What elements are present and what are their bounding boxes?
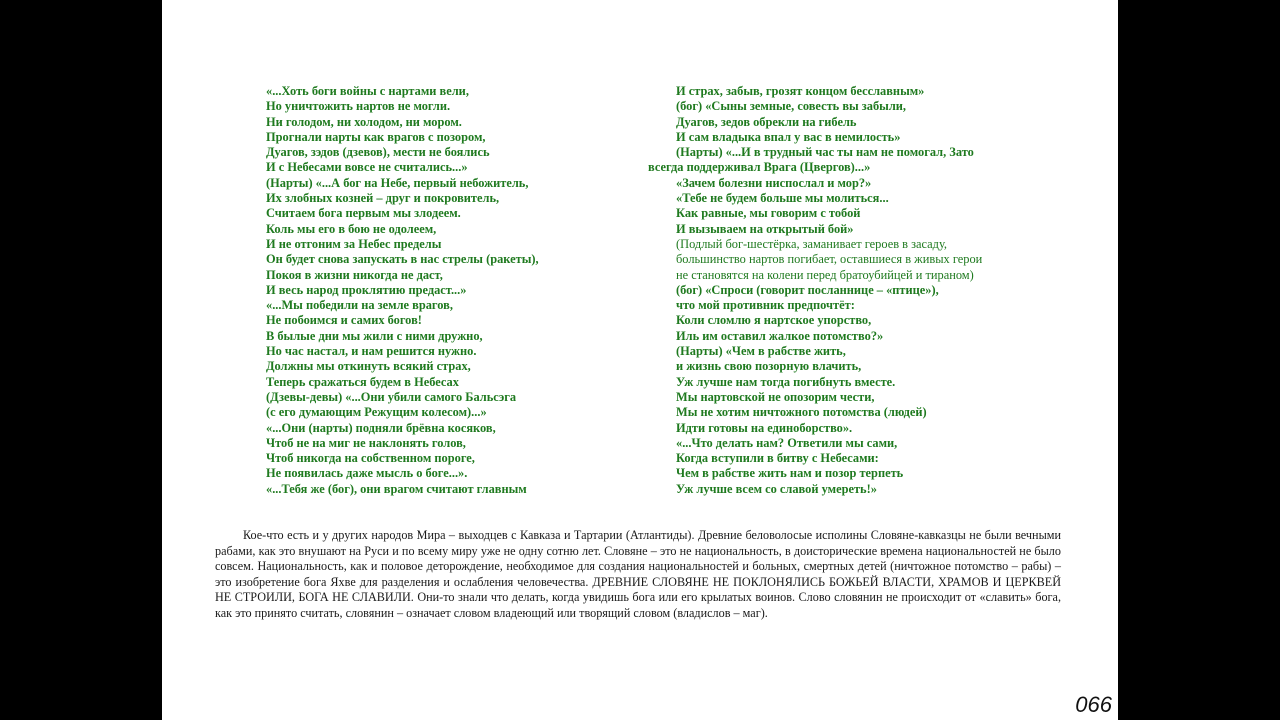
poem-line: что мой противник предпочтёт: (676, 298, 855, 313)
poem-line: (бог) «Сыны земные, совесть вы забыли, (676, 99, 907, 114)
poem-line: (с его думающим Режущим колесом)...» (266, 405, 487, 420)
poem-line: «...Они (нарты) подняли брёвна косяков, (266, 420, 496, 435)
poem-line: Не появилась даже мысль о боге...». (266, 466, 468, 481)
poem-line: И не отгоним за Небес пределы (266, 236, 442, 251)
poem-line: Покоя в жизни никогда не даст, (266, 267, 443, 282)
poem-line: Прогнали нарты как врагов с позором, (266, 129, 486, 144)
poem-line: (Дзевы-девы) «...Они убили самого Бальсэга (266, 389, 517, 404)
poem-line: Чтоб никогда на собственном пороге, (266, 451, 475, 466)
poem-line: И с Небесами вовсе не считались...» (266, 160, 468, 175)
poem-line: Когда вступили в битву с Небесами: (676, 451, 879, 466)
document-page (162, 0, 1118, 720)
poem-line: Уж лучше нам тогда погибнуть вместе. (676, 374, 896, 389)
poem-line: (Нарты) «...И в трудный час ты нам не помогал, Зато (676, 145, 974, 160)
poem-line: И вызываем на открытый бой» (676, 221, 854, 236)
poem-line: И сам владыка впал у вас в немилость» (676, 129, 901, 144)
poem-line: И весь народ проклятию предаст...» (266, 282, 467, 297)
poem-line: «...Мы победили на земле врагов, (266, 298, 453, 313)
poem-line: и жизнь свою позорную влачить, (676, 359, 862, 374)
poem-line: (Подлый бог-шестёрка, заманивает героев в засаду, (676, 236, 948, 251)
poem-line: Не побоимся и самих богов! (266, 313, 422, 328)
poem-line: большинство нартов погибает, оставшиеся в живых герои (676, 252, 983, 267)
poem-line: И страх, забыв, грозят концом бесславным» (676, 84, 925, 98)
poem-line: Но уничтожить нартов не могли. (266, 99, 451, 114)
poem-line: Уж лучше всем со славой умереть!» (676, 481, 877, 496)
poem-column-right (648, 84, 983, 497)
poem-line: Коли сломлю я нартское упорство, (676, 313, 872, 328)
poem-line: Но час настал, и нам решится нужно. (266, 344, 477, 359)
poem-line: Иль им оставил жалкое потомство?» (676, 328, 884, 343)
poem-line: Дуагов, зедов обрекли на гибель (676, 114, 857, 129)
poem-line: (бог) «Спроси (говорит посланнице – «птице»), (676, 282, 939, 297)
poem-line: В былые дни мы жили с ними дружно, (266, 328, 483, 343)
prose-paragraph: Кое-что есть и у других народов Мира – выходцев с Кавказа и Тартарии (Атлантиды). Древние беловолосые исполины Словяне-кавказцы не были вечными рабами, как это внушают на Руси и по всему миру уже не одну сотню лет. Словяне – это не национальность, в доисторические времена национальностей не было совсем. Национальность, как и половое деторождение, необходимое для создания национальностей и больных, смертных детей (ничтожное потомство – рабы) – это изобретение бога Яхве для разделения и ослабления человечества. ДРЕВНИЕ СЛОВЯНЕ НЕ ПОКЛОНЯЛИСЬ БОЖЬЕЙ ВЛАСТИ, ХРАМОВ И ЦЕРКВЕЙ НЕ СТРОИЛИ, БОГА НЕ СЛАВИЛИ. Они-то знали что делать, когда увидишь бога или его крылатых воинов. Слово словянин не происходит от «славить» бога, как это принято считать, словянин – означает словом владеющий или творящий словом (владислов – маг). (215, 528, 1061, 620)
poem-line: всегда поддерживал Врага (Цвергов)...» (648, 160, 871, 175)
poem-line: «Зачем болезни ниспослал и мор?» (676, 175, 872, 190)
poem-line: (Нарты) «...А бог на Небе, первый небожитель, (266, 175, 529, 190)
poem-line: Он будет снова запускать в нас стрелы (ракеты), (266, 252, 539, 267)
poem-line: Дуагов, зэдов (дзевов), мести не боялись (266, 145, 490, 160)
poem-line: Мы нартовской не опозорим чести, (676, 389, 875, 404)
poem-line: «...Хоть боги войны с нартами вели, (266, 84, 469, 98)
poem-line: не становятся на колени перед братоубийцей и тираном) (676, 267, 974, 282)
poem-line: Ни голодом, ни холодом, ни мором. (266, 114, 462, 129)
poem-line: Как равные, мы говорим с тобой (676, 206, 861, 221)
poem-line: Чем в рабстве жить нам и позор терпеть (676, 466, 904, 481)
poem-line: Считаем бога первым мы злодеем. (266, 206, 461, 221)
poem-line: Коль мы его в бою не одолеем, (266, 221, 437, 236)
poem-column-left (266, 84, 539, 497)
poem-line: «...Тебя же (бог), они врагом считают главным (266, 481, 527, 496)
page-number: 066 (1075, 692, 1112, 717)
poem-line: «Тебе не будем больше мы молиться... (676, 191, 889, 206)
poem-line: Должны мы откинуть всякий страх, (266, 359, 471, 374)
poem-line: Теперь сражаться будем в Небесах (266, 374, 459, 389)
poem-line: Их злобных козней – друг и покровитель, (266, 191, 500, 206)
poem-line: Мы не хотим ничтожного потомства (людей) (676, 405, 927, 420)
poem-line: «...Что делать нам? Ответили мы сами, (676, 435, 898, 450)
poem-line: (Нарты) «Чем в рабстве жить, (676, 344, 846, 359)
poem-line: Чтоб не на миг не наклонять голов, (266, 435, 466, 450)
poem-line: Идти готовы на единоборство». (676, 420, 853, 435)
